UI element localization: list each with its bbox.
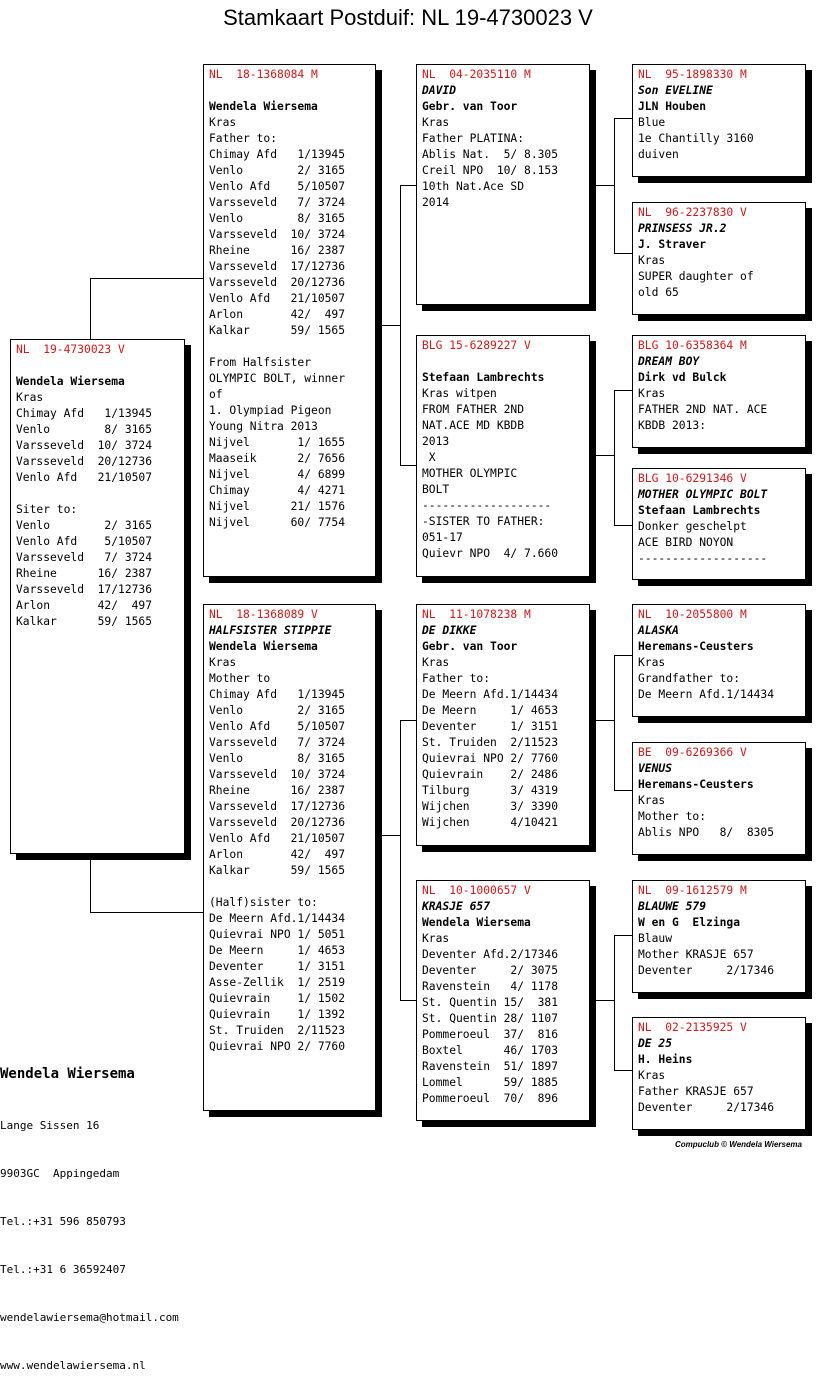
ring-number: NL 95-1898330 M	[638, 68, 747, 81]
pigeon-name: ALASKA	[638, 624, 679, 637]
info-line: Donker geschelpt	[638, 520, 747, 533]
breeder-name: Wendela Wiersema	[0, 1066, 135, 1082]
info-line: SUPER daughter of	[638, 270, 754, 283]
pigeon-name: DREAM BOY	[638, 355, 700, 368]
info-line	[209, 879, 370, 895]
info-line: Pommeroeul 37/ 816	[422, 1028, 559, 1041]
info-line: MOTHER OLYMPIC	[422, 467, 518, 480]
pigeon-name: VENUS	[638, 762, 673, 775]
info-line: Deventer Afd.2/17346	[422, 948, 559, 961]
ring-number: BLG 10-6291346 V	[638, 472, 747, 485]
info-line: Varsseveld 10/ 3724	[209, 768, 346, 781]
owner-name: Heremans-Ceusters	[638, 640, 754, 653]
info-line: Varsseveld 20/12736	[16, 455, 153, 468]
info-line: Venlo Afd 21/10507	[16, 471, 153, 484]
breeder-address: Lange Sissen 16	[0, 1119, 100, 1132]
info-line: of	[209, 388, 223, 401]
pedigree-card-fmm	[632, 468, 806, 580]
info-line: Arlon 42/ 497	[209, 308, 346, 321]
ring-number: BLG 10-6358364 M	[638, 339, 747, 352]
info-line: Rheine 16/ 2387	[16, 567, 153, 580]
info-line: Kras	[638, 656, 666, 669]
info-line: FATHER 2ND NAT. ACE	[638, 403, 768, 416]
info-line: Siter to:	[16, 503, 78, 516]
info-line: duiven	[638, 148, 679, 161]
info-line: Varsseveld 20/12736	[209, 816, 346, 829]
connector-line	[90, 278, 91, 340]
info-line: Venlo 2/ 3165	[16, 519, 153, 532]
info-line: Kras	[638, 794, 666, 807]
connector-line	[614, 390, 615, 525]
info-line: Varsseveld 7/ 3724	[16, 551, 153, 564]
ring-number: NL 18-1368089 V	[209, 608, 318, 621]
pedigree-card-mother	[203, 604, 376, 1111]
info-line: Mother to:	[638, 810, 707, 823]
info-line: Father to:	[422, 672, 491, 685]
connector-line	[614, 1070, 633, 1071]
connector-line	[400, 185, 417, 186]
info-line: Venlo 2/ 3165	[209, 164, 346, 177]
info-line: Venlo 8/ 3165	[209, 212, 346, 225]
info-line: FROM FATHER 2ND	[422, 403, 525, 416]
info-line: From Halfsister	[209, 356, 312, 369]
pedigree-card-father-dam	[416, 335, 590, 577]
breeder-city: 9903GC Appingedam	[0, 1167, 120, 1180]
info-line: Kalkar 59/ 1565	[209, 864, 346, 877]
info-line: Young Nitra 2013	[209, 420, 318, 433]
connector-line	[614, 655, 633, 656]
ring-number: NL 02-2135925 V	[638, 1021, 747, 1034]
info-line: Deventer 1/ 3151	[422, 720, 559, 733]
info-line: old 65	[638, 286, 679, 299]
info-line: Pommeroeul 70/ 896	[422, 1092, 559, 1105]
footer-credit: Compuclub © Wendela Wiersema	[674, 1140, 802, 1149]
info-line: Chimay 4/ 4271	[209, 484, 346, 497]
owner-name: Stefaan Lambrechts	[638, 504, 761, 517]
info-line: Quievrain 2/ 2486	[422, 768, 559, 781]
info-line: De Meern Afd.1/14434	[209, 912, 346, 925]
pedigree-card-mother-sire	[416, 604, 590, 846]
info-line: Deventer 1/ 3151	[209, 960, 346, 973]
info-line: St. Quentin 15/ 381	[422, 996, 559, 1009]
owner-name: H. Heins	[638, 1053, 693, 1066]
info-line: St. Truiden 2/11523	[422, 736, 559, 749]
info-line: Quievrain 1/ 1502	[209, 992, 346, 1005]
connector-line	[614, 253, 633, 254]
connector-line	[614, 790, 633, 791]
info-line: Venlo 8/ 3165	[209, 752, 346, 765]
info-line: Kras	[638, 387, 666, 400]
owner-name: Dirk vd Bulck	[638, 371, 727, 384]
pigeon-name: KRASJE 657	[422, 900, 491, 913]
info-line: 2014	[422, 196, 450, 209]
info-line: Blue	[638, 116, 666, 129]
info-line: Deventer 2/17346	[638, 1101, 775, 1114]
info-line: St. Truiden 2/11523	[209, 1024, 346, 1037]
info-line: 1e Chantilly 3160	[638, 132, 754, 145]
pigeon-name: DE 25	[638, 1037, 673, 1050]
info-line: Nijvel 4/ 6899	[209, 468, 346, 481]
breeder-phone-1: Tel.:+31 596 850793	[0, 1215, 126, 1228]
page-title: Stamkaart Postduif: NL 19-4730023 V	[223, 5, 593, 30]
info-line: Varsseveld 17/12736	[209, 800, 346, 813]
info-line: Grandfather to:	[638, 672, 741, 685]
info-line: Kras	[422, 656, 450, 669]
ring-number: NL 09-1612579 M	[638, 884, 747, 897]
info-line: -------------------	[638, 552, 768, 565]
info-line: Venlo 8/ 3165	[16, 423, 153, 436]
info-line: Venlo Afd 5/10507	[209, 180, 346, 193]
info-line: Varsseveld 17/12736	[209, 260, 346, 273]
info-line: Kalkar 59/ 1565	[209, 324, 346, 337]
info-line: Quievrain 1/ 1392	[209, 1008, 346, 1021]
info-line: -SISTER TO FATHER:	[422, 515, 545, 528]
owner-name: Stefaan Lambrechts	[422, 371, 545, 384]
connector-line	[614, 390, 633, 391]
info-line: Boxtel 46/ 1703	[422, 1044, 559, 1057]
info-line: Creil NPO 10/ 8.153	[422, 164, 559, 177]
breeder-phone-2: Tel.:+31 6 36592407	[0, 1263, 126, 1276]
info-line: BOLT	[422, 483, 450, 496]
connector-line	[90, 278, 204, 279]
connector-line	[376, 325, 400, 326]
info-line	[16, 486, 179, 502]
connector-line	[614, 935, 615, 1070]
info-line: Ablis NPO 8/ 8305	[638, 826, 775, 839]
pedigree-card-ffm	[632, 202, 806, 315]
connector-line	[590, 720, 614, 721]
info-line: Varsseveld 17/12736	[16, 583, 153, 596]
info-line: Varsseveld 10/ 3724	[16, 439, 153, 452]
info-line: Venlo 2/ 3165	[209, 704, 346, 717]
info-line: Nijvel 21/ 1576	[209, 500, 346, 513]
info-line: Ablis Nat. 5/ 8.305	[422, 148, 559, 161]
info-line: De Meern 1/ 4653	[209, 944, 346, 957]
ring-number: BE 09-6269366 V	[638, 746, 747, 759]
pedigree-card-mmm	[632, 1017, 806, 1130]
info-line: Kras	[209, 116, 237, 129]
owner-name: Wendela Wiersema	[209, 640, 318, 653]
ring-number: NL 04-2035110 M	[422, 68, 531, 81]
info-line: ACE BIRD NOYON	[638, 536, 734, 549]
info-line: Kras witpen	[422, 387, 497, 400]
info-line: Varsseveld 7/ 3724	[209, 736, 346, 749]
info-line: Rheine 16/ 2387	[209, 244, 346, 257]
info-line: Kras	[209, 656, 237, 669]
info-line: Mother to	[209, 672, 271, 685]
info-line: Father PLATINA:	[422, 132, 525, 145]
info-line: Chimay Afd 1/13945	[209, 148, 346, 161]
connector-line	[400, 1000, 417, 1001]
pigeon-name	[16, 358, 179, 374]
info-line: Venlo Afd 5/10507	[209, 720, 346, 733]
pigeon-name: DE DIKKE	[422, 624, 477, 637]
info-line: KBDB 2013:	[638, 419, 707, 432]
info-line: Venlo Afd 21/10507	[209, 832, 346, 845]
ring-number: NL 11-1078238 M	[422, 608, 531, 621]
owner-name: Heremans-Ceusters	[638, 778, 754, 791]
info-line: Father to:	[209, 132, 278, 145]
info-line: Kras	[16, 391, 44, 404]
pigeon-name	[209, 83, 370, 99]
pigeon-name: DAVID	[422, 84, 457, 97]
info-line: Varsseveld 7/ 3724	[209, 196, 346, 209]
owner-name: Wendela Wiersema	[209, 100, 318, 113]
owner-name: JLN Houben	[638, 100, 707, 113]
info-line: Quievrai NPO 2/ 7760	[209, 1040, 346, 1053]
pedigree-card-subject	[10, 339, 185, 854]
ring-number: NL 18-1368084 M	[209, 68, 318, 81]
info-line: De Meern Afd.1/14434	[422, 688, 559, 701]
info-line: Kras	[638, 254, 666, 267]
info-line: -------------------	[422, 499, 552, 512]
info-line: Kras	[422, 116, 450, 129]
info-line	[209, 339, 370, 355]
info-line: Venlo Afd 21/10507	[209, 292, 346, 305]
ring-number: BLG 15-6289227 V	[422, 339, 531, 352]
connector-line	[590, 1000, 614, 1001]
owner-name: Gebr. van Toor	[422, 100, 518, 113]
pigeon-name: MOTHER OLYMPIC BOLT	[638, 488, 768, 501]
info-line: Rheine 16/ 2387	[209, 784, 346, 797]
pigeon-name	[422, 354, 584, 370]
owner-name: Wendela Wiersema	[16, 375, 125, 388]
connector-line	[400, 720, 401, 1000]
connector-line	[614, 655, 615, 790]
info-line: Arlon 42/ 497	[16, 599, 153, 612]
pedigree-card-mother-dam	[416, 880, 590, 1121]
owner-name: J. Straver	[638, 238, 707, 251]
info-line: Blauw	[638, 932, 673, 945]
info-line: Deventer 2/17346	[638, 964, 775, 977]
pigeon-name: BLAUWE 579	[638, 900, 707, 913]
connector-line	[400, 465, 417, 466]
connector-line	[400, 185, 401, 465]
info-line: Quievrai NPO 2/ 7760	[422, 752, 559, 765]
info-line: Ravenstein 51/ 1897	[422, 1060, 559, 1073]
info-line: De Meern Afd.1/14434	[638, 688, 775, 701]
connector-line	[614, 118, 633, 119]
info-line: Mother KRASJE 657	[638, 948, 754, 961]
connector-line	[590, 455, 614, 456]
info-line: Nijvel 60/ 7754	[209, 516, 346, 529]
pigeon-name: Son EVELINE	[638, 84, 713, 97]
info-line: 051-17	[422, 531, 463, 544]
pedigree-card-father-sire	[416, 64, 590, 305]
ring-number: NL 10-1000657 V	[422, 884, 531, 897]
connector-line	[614, 935, 633, 936]
info-line: St. Quentin 28/ 1107	[422, 1012, 559, 1025]
info-line: NAT.ACE MD KBDB	[422, 419, 525, 432]
ring-number: NL 96-2237830 V	[638, 206, 747, 219]
pedigree-card-father	[203, 64, 376, 577]
connector-line	[376, 835, 400, 836]
info-line: Lommel 59/ 1885	[422, 1076, 559, 1089]
info-line: X	[422, 451, 436, 464]
info-line: 2013	[422, 435, 450, 448]
info-line: OLYMPIC BOLT, winner	[209, 372, 346, 385]
info-line: Kras	[638, 1069, 666, 1082]
info-line: Chimay Afd 1/13945	[209, 688, 346, 701]
info-line: Nijvel 1/ 1655	[209, 436, 346, 449]
info-line: 1. Olympiad Pigeon	[209, 404, 332, 417]
info-line: Asse-Zellik 1/ 2519	[209, 976, 346, 989]
owner-name: Gebr. van Toor	[422, 640, 518, 653]
pedigree-card-mff	[632, 604, 806, 717]
info-line: Wijchen 3/ 3390	[422, 800, 559, 813]
info-line: De Meern 1/ 4653	[422, 704, 559, 717]
info-line: Quievr NPO 4/ 7.660	[422, 547, 559, 560]
pigeon-name: PRINSESS JR.2	[638, 222, 727, 235]
info-line: Arlon 42/ 497	[209, 848, 346, 861]
info-line: Kras	[422, 932, 450, 945]
owner-name: W en G Elzinga	[638, 916, 741, 929]
info-line: (Half)sister to:	[209, 896, 318, 909]
info-line: Kalkar 59/ 1565	[16, 615, 153, 628]
info-line: Varsseveld 10/ 3724	[209, 228, 346, 241]
connector-line	[90, 854, 91, 912]
info-line: 10th Nat.Ace SD	[422, 180, 525, 193]
breeder-website[interactable]: www.wendelawiersema.nl	[0, 1359, 146, 1372]
info-line: Quievrai NPO 1/ 5051	[209, 928, 346, 941]
pedigree-card-fff	[632, 64, 806, 177]
connector-line	[400, 720, 417, 721]
info-line: Chimay Afd 1/13945	[16, 407, 153, 420]
connector-line	[90, 912, 204, 913]
info-line: Varsseveld 20/12736	[209, 276, 346, 289]
pigeon-name: HALFSISTER STIPPIE	[209, 624, 332, 637]
breeder-email[interactable]: wendelawiersema@hotmail.com	[0, 1311, 179, 1324]
info-line: Wijchen 4/10421	[422, 816, 559, 829]
ring-number: NL 10-2055800 M	[638, 608, 747, 621]
info-line: Deventer 2/ 3075	[422, 964, 559, 977]
info-line: Ravenstein 4/ 1178	[422, 980, 559, 993]
pedigree-card-fmf	[632, 335, 806, 448]
ring-number: NL 19-4730023 V	[16, 343, 125, 356]
pedigree-card-mfm	[632, 742, 806, 855]
connector-line	[614, 118, 615, 253]
info-line: Tilburg 3/ 4319	[422, 784, 559, 797]
pedigree-card-mmf	[632, 880, 806, 993]
connector-line	[614, 525, 633, 526]
breeder-info	[0, 1034, 179, 1390]
owner-name: Wendela Wiersema	[422, 916, 531, 929]
info-line: Father KRASJE 657	[638, 1085, 754, 1098]
info-line: Venlo Afd 5/10507	[16, 535, 153, 548]
connector-line	[590, 185, 614, 186]
info-line: Maaseik 2/ 7656	[209, 452, 346, 465]
